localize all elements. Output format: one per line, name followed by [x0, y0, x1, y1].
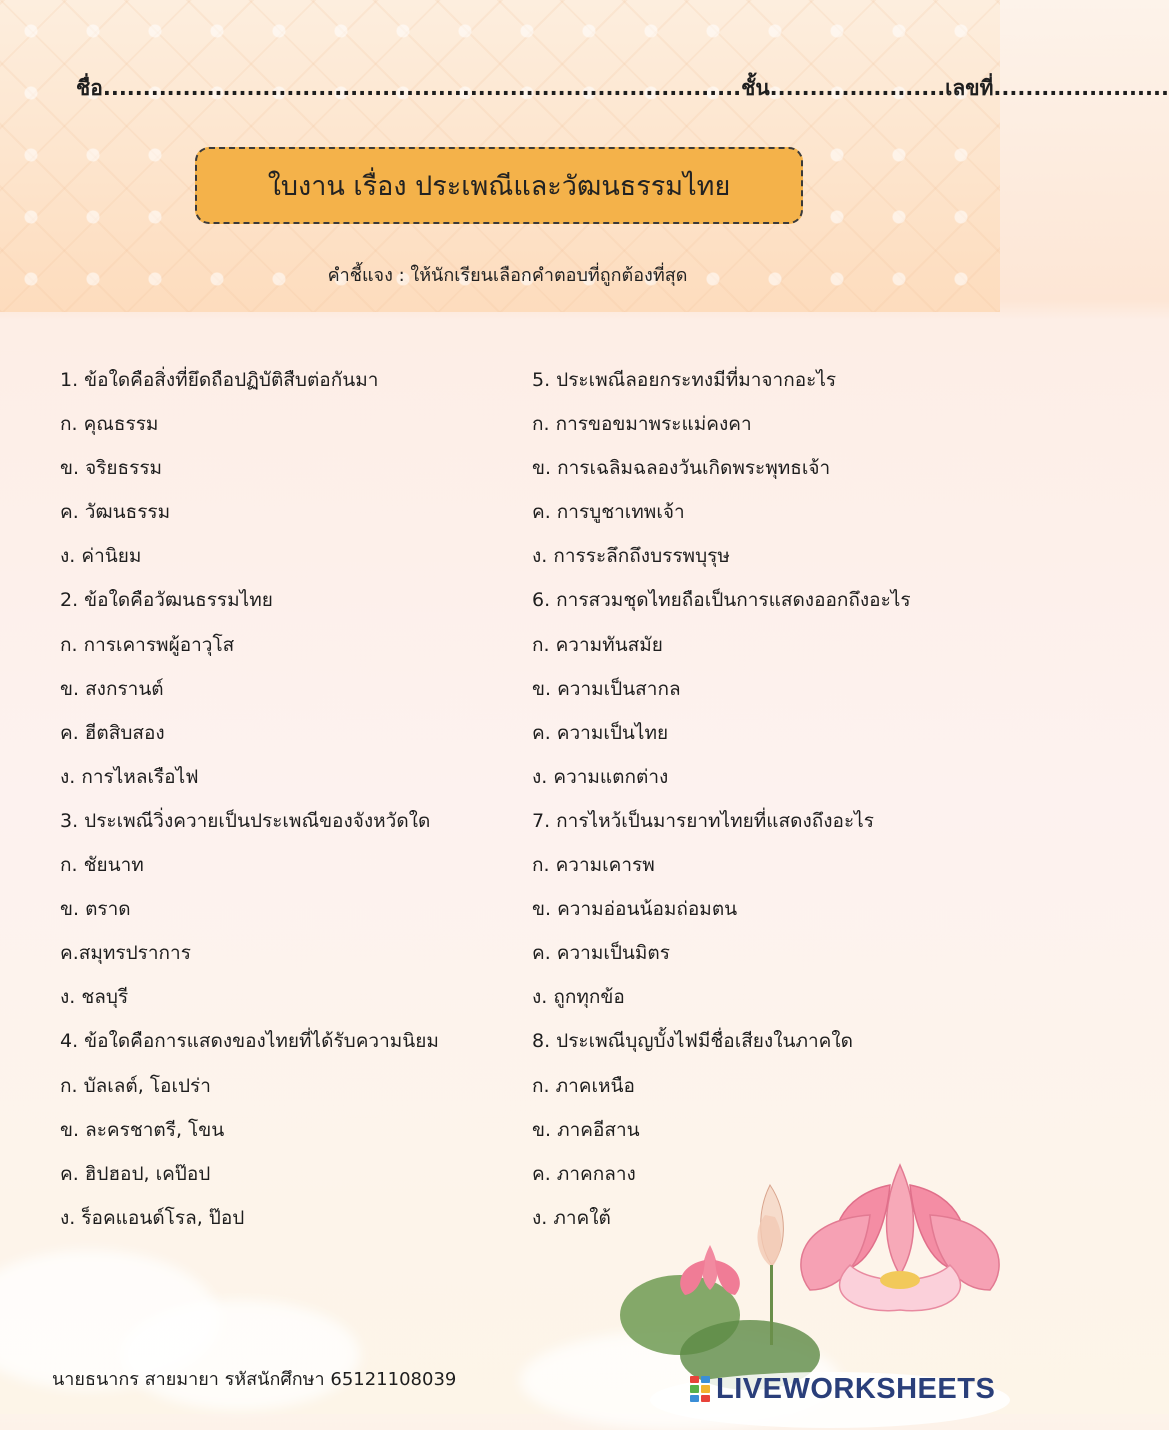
option-4-c[interactable]: ค. ฮิปฮอป, เคป๊อป — [60, 1162, 211, 1185]
instruction-text: คำชี้แจง : ให้นักเรียนเลือกคำตอบที่ถูกต้องที่สุด — [327, 265, 688, 286]
question-5: 5. ประเพณีลอยกระทงมีที่มาจากอะไร — [532, 369, 837, 391]
option-5-c[interactable]: ค. การบูชาเทพเจ้า — [532, 501, 685, 524]
option-4-b[interactable]: ข. ละครชาตรี, โขน — [60, 1118, 225, 1141]
option-2-d[interactable]: ง. การไหลเรือไฟ — [60, 765, 199, 788]
option-4-a[interactable]: ก. บัลเลต์, โอเปร่า — [60, 1074, 211, 1097]
option-7-a[interactable]: ก. ความเคารพ — [532, 854, 655, 877]
option-1-c[interactable]: ค. วัฒนธรรม — [60, 501, 171, 524]
question-1: 1. ข้อใดคือสิ่งที่ยึดถือปฏิบัติสืบต่อกันมา — [60, 369, 379, 391]
question-column-left — [60, 358, 520, 1240]
option-6-a[interactable]: ก. ความทันสมัย — [532, 633, 663, 656]
option-8-c[interactable]: ค. ภาคกลาง — [532, 1162, 636, 1185]
option-8-d[interactable]: ง. ภาคใต้ — [532, 1206, 611, 1229]
liveworksheets-wordmark: LIVEWORKSHEETS — [716, 1372, 996, 1405]
option-3-a[interactable]: ก. ชัยนาท — [60, 854, 144, 877]
option-1-a[interactable]: ก. คุณธรรม — [60, 413, 159, 436]
option-6-d[interactable]: ง. ความแตกต่าง — [532, 765, 669, 788]
option-5-b[interactable]: ข. การเฉลิมฉลองวันเกิดพระพุทธเจ้า — [532, 457, 831, 480]
worksheet-title-box — [195, 147, 803, 224]
question-6: 6. การสวมชุดไทยถือเป็นการแสดงออกถึงอะไร — [532, 589, 911, 612]
question-8: 8. ประเพณีบุญบั้งไฟมีชื่อเสียงในภาคใด — [532, 1030, 853, 1053]
option-7-b[interactable]: ข. ความอ่อนน้อมถ่อมตน — [532, 898, 738, 921]
option-7-d[interactable]: ง. ถูกทุกข้อ — [532, 986, 625, 1009]
question-7: 7. การไหว้เป็นมารยาทไทยที่แสดงถึงอะไร — [532, 809, 874, 832]
option-3-d[interactable]: ง. ชลบุรี — [60, 986, 129, 1009]
option-2-b[interactable]: ข. สงกรานต์ — [60, 677, 164, 700]
option-2-a[interactable]: ก. การเคารพผู้อาวุโส — [60, 633, 235, 656]
cloud-decoration — [120, 1300, 360, 1410]
worksheet-title: ใบงาน เรื่อง ประเพณีและวัฒนธรรมไทย — [267, 171, 731, 202]
option-6-b[interactable]: ข. ความเป็นสากล — [532, 677, 681, 700]
liveworksheets-watermark[interactable] — [690, 1372, 995, 1406]
option-1-b[interactable]: ข. จริยธรรม — [60, 457, 163, 480]
question-3: 3. ประเพณีวิ่งควายเป็นประเพณีของจังหวัดใด — [60, 809, 431, 832]
option-8-a[interactable]: ก. ภาคเหนือ — [532, 1074, 635, 1097]
question-2: 2. ข้อใดคือวัฒนธรรมไทย — [60, 589, 273, 612]
option-7-c[interactable]: ค. ความเป็นมิตร — [532, 942, 670, 965]
author-credit: นายธนากร สายมายา รหัสนักศึกษา 65121108039 — [52, 1369, 457, 1390]
question-column-right — [532, 358, 982, 1240]
question-4: 4. ข้อใดคือการแสดงของไทยที่ได้รับความนิยม — [60, 1030, 439, 1053]
option-6-c[interactable]: ค. ความเป็นไทย — [532, 721, 669, 744]
option-4-d[interactable]: ง. ร็อคแอนด์โรล, ป๊อป — [60, 1206, 245, 1229]
option-8-b[interactable]: ข. ภาคอีสาน — [532, 1118, 640, 1141]
option-3-b[interactable]: ข. ตราด — [60, 898, 131, 921]
liveworksheets-logo-icon — [690, 1376, 710, 1402]
option-5-d[interactable]: ง. การระลึกถึงบรรพบุรุษ — [532, 545, 730, 568]
option-3-c[interactable]: ค.สมุทรปราการ — [60, 942, 191, 965]
student-info-line: ชื่อ................................................................................ชั้น......................เลขที่...................... — [76, 76, 1169, 100]
option-1-d[interactable]: ง. ค่านิยม — [60, 545, 142, 568]
option-5-a[interactable]: ก. การขอขมาพระแม่คงคา — [532, 413, 752, 436]
option-2-c[interactable]: ค. ฮีตสิบสอง — [60, 721, 165, 744]
